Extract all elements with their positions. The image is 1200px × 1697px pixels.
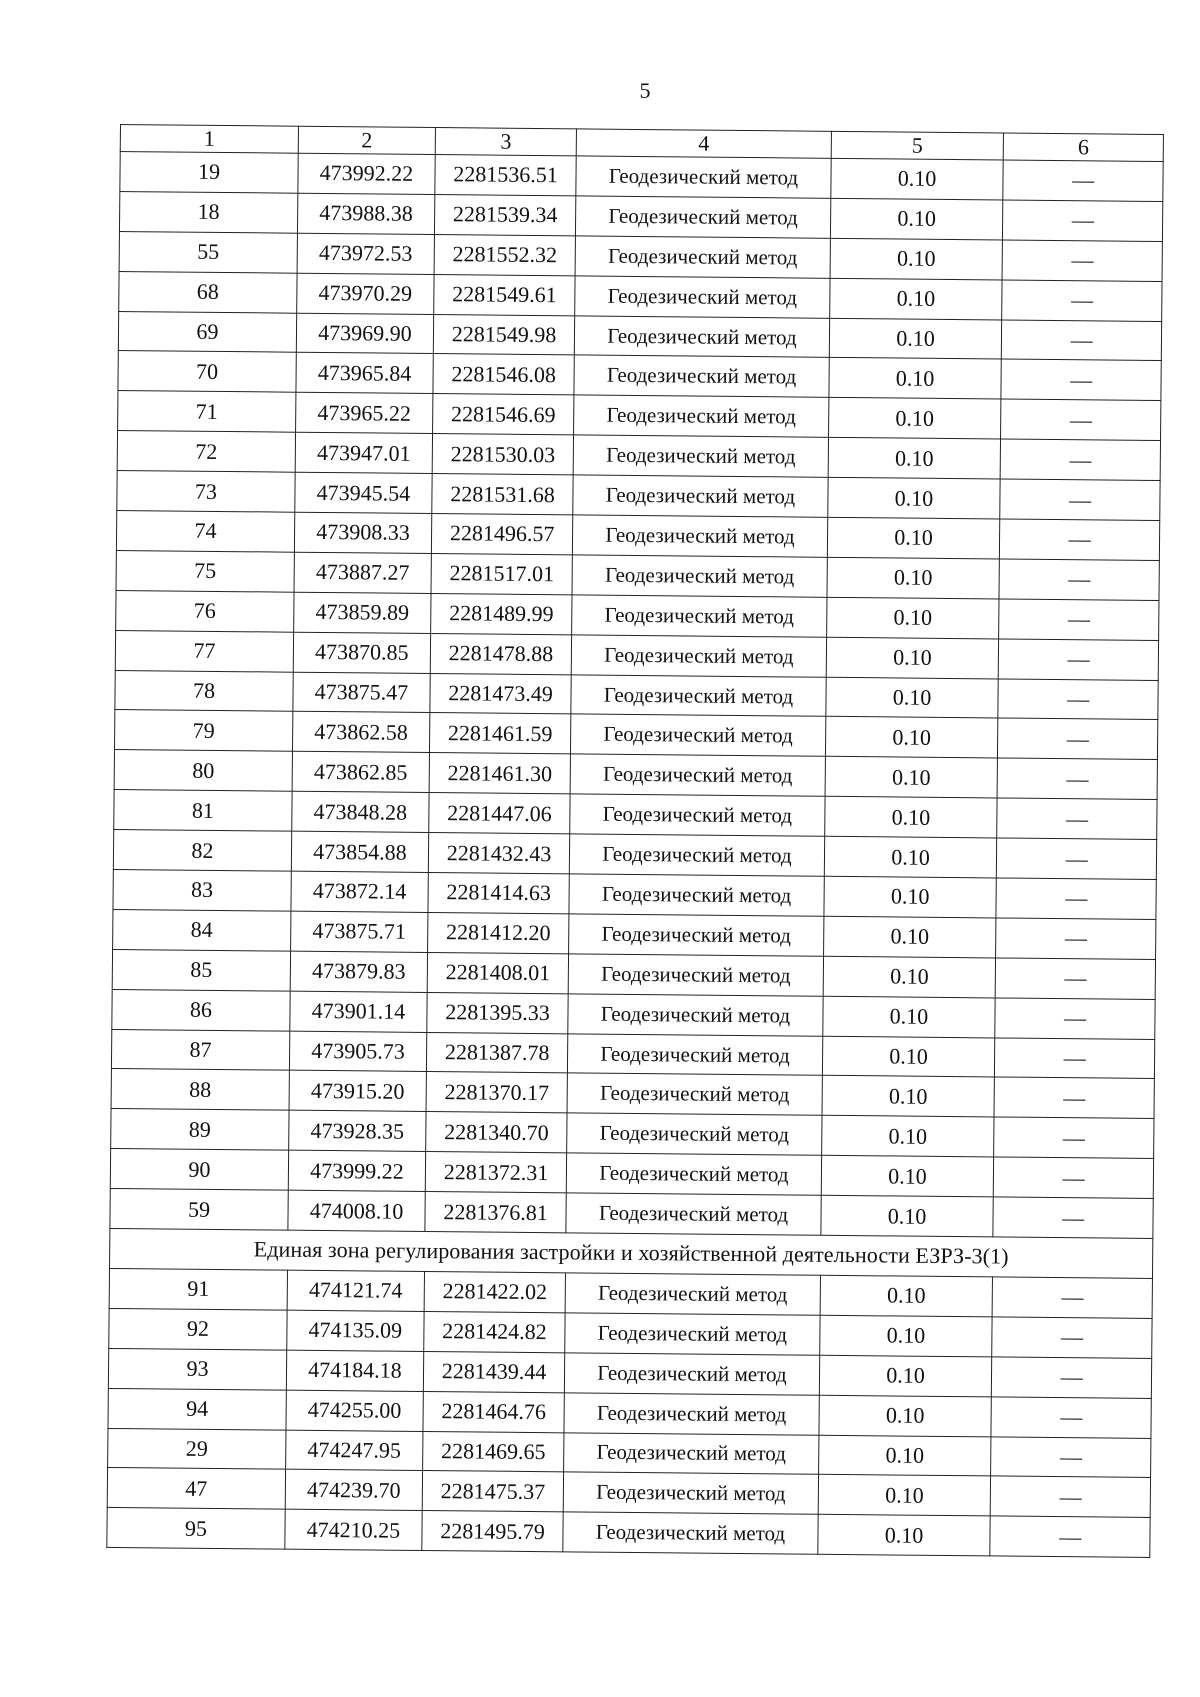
note-cell: — xyxy=(997,758,1157,799)
point-number-cell: 90 xyxy=(110,1149,288,1191)
note-cell: — xyxy=(1003,160,1163,201)
note-cell: — xyxy=(999,639,1159,680)
y-coordinate-cell: 2281395.33 xyxy=(427,992,569,1033)
note-cell: — xyxy=(992,1277,1152,1318)
x-coordinate-cell: 473928.35 xyxy=(289,1111,426,1152)
y-coordinate-cell: 2281546.08 xyxy=(433,354,575,395)
accuracy-cell: 0.10 xyxy=(828,398,1001,440)
accuracy-cell: 0.10 xyxy=(829,278,1002,320)
y-coordinate-cell: 2281496.57 xyxy=(431,514,573,555)
x-coordinate-cell: 474121.74 xyxy=(287,1270,424,1311)
accuracy-cell: 0.10 xyxy=(821,1156,994,1198)
point-number-cell: 72 xyxy=(117,431,295,473)
accuracy-cell: 0.10 xyxy=(830,238,1003,280)
point-number-cell: 55 xyxy=(119,231,297,273)
note-cell: — xyxy=(997,838,1157,879)
note-cell: — xyxy=(998,718,1158,759)
point-number-cell: 68 xyxy=(119,271,297,313)
y-coordinate-cell: 2281432.43 xyxy=(428,833,570,874)
method-cell: Геодезический метод xyxy=(563,1512,818,1554)
note-cell: — xyxy=(994,1157,1154,1198)
y-coordinate-cell: 2281517.01 xyxy=(431,553,573,594)
x-coordinate-cell: 473905.73 xyxy=(289,1031,426,1072)
note-cell: — xyxy=(990,1476,1150,1517)
point-number-cell: 85 xyxy=(112,949,290,991)
coordinates-table-body xyxy=(107,125,1164,1558)
x-coordinate-cell: 473870.85 xyxy=(293,632,430,673)
note-cell: — xyxy=(1001,399,1161,440)
y-coordinate-cell: 2281469.65 xyxy=(423,1431,565,1472)
method-cell: Геодезический метод xyxy=(564,1392,819,1434)
note-cell: — xyxy=(1003,200,1163,241)
note-cell: — xyxy=(994,1117,1154,1158)
y-coordinate-cell: 2281387.78 xyxy=(426,1032,568,1073)
x-coordinate-cell: 473875.47 xyxy=(293,672,430,713)
note-cell: — xyxy=(1000,439,1160,480)
accuracy-cell: 0.10 xyxy=(824,836,997,878)
method-cell: Геодезический метод xyxy=(563,1472,818,1514)
y-coordinate-cell: 2281549.61 xyxy=(434,274,576,315)
point-number-cell: 83 xyxy=(113,870,291,912)
method-cell: Геодезический метод xyxy=(575,315,830,357)
accuracy-cell: 0.10 xyxy=(824,876,997,918)
x-coordinate-cell: 474008.10 xyxy=(288,1190,425,1231)
y-coordinate-cell: 2281370.17 xyxy=(426,1072,568,1113)
note-cell: — xyxy=(994,1077,1154,1118)
point-number-cell: 76 xyxy=(116,590,294,632)
y-coordinate-cell: 2281530.03 xyxy=(432,434,574,475)
note-cell: — xyxy=(999,559,1159,600)
x-coordinate-cell: 473965.22 xyxy=(296,393,433,434)
y-coordinate-cell: 2281464.76 xyxy=(423,1391,565,1432)
note-cell: — xyxy=(998,679,1158,720)
note-cell: — xyxy=(1001,359,1161,400)
x-coordinate-cell: 474247.95 xyxy=(286,1430,423,1471)
method-cell: Геодезический метод xyxy=(573,515,828,557)
method-cell: Геодезический метод xyxy=(568,954,823,996)
point-number-cell: 89 xyxy=(111,1109,289,1151)
point-number-cell: 73 xyxy=(117,471,295,513)
accuracy-cell: 0.10 xyxy=(820,1275,993,1317)
accuracy-cell: 0.10 xyxy=(818,1435,991,1477)
method-cell: Геодезический метод xyxy=(566,1153,821,1195)
y-coordinate-cell: 2281439.44 xyxy=(423,1351,565,1392)
note-cell: — xyxy=(997,798,1157,839)
point-number-cell: 74 xyxy=(116,511,294,553)
accuracy-cell: 0.10 xyxy=(831,158,1004,200)
method-cell: Геодезический метод xyxy=(570,834,825,876)
accuracy-cell: 0.10 xyxy=(822,1076,995,1118)
x-coordinate-cell: 474210.25 xyxy=(285,1509,422,1550)
coordinates-table xyxy=(106,124,1164,1558)
accuracy-cell: 0.10 xyxy=(826,597,999,639)
method-cell: Геодезический метод xyxy=(574,395,829,437)
method-cell: Геодезический метод xyxy=(574,355,829,397)
y-coordinate-cell: 2281376.81 xyxy=(425,1192,567,1233)
method-cell: Геодезический метод xyxy=(566,1193,821,1235)
note-cell: — xyxy=(996,878,1156,919)
x-coordinate-cell: 474239.70 xyxy=(285,1470,422,1511)
point-number-cell: 91 xyxy=(109,1268,287,1310)
x-coordinate-cell: 473947.01 xyxy=(295,432,432,473)
method-cell: Геодезический метод xyxy=(570,754,825,796)
note-cell: — xyxy=(991,1397,1151,1438)
y-coordinate-cell: 2281447.06 xyxy=(429,793,571,834)
accuracy-cell: 0.10 xyxy=(827,517,1000,559)
note-cell: — xyxy=(996,918,1156,959)
point-number-cell: 95 xyxy=(107,1508,285,1550)
x-coordinate-cell: 473875.71 xyxy=(291,911,428,952)
point-number-cell: 77 xyxy=(115,630,293,672)
y-coordinate-cell: 2281412.20 xyxy=(427,912,569,953)
point-number-cell: 59 xyxy=(110,1189,288,1231)
accuracy-cell: 0.10 xyxy=(826,637,999,679)
header-cell: 4 xyxy=(576,129,831,158)
x-coordinate-cell: 473848.28 xyxy=(292,791,429,832)
point-number-cell: 18 xyxy=(119,191,297,233)
method-cell: Геодезический метод xyxy=(571,714,826,756)
y-coordinate-cell: 2281552.32 xyxy=(434,234,576,275)
y-coordinate-cell: 2281424.82 xyxy=(424,1311,566,1352)
method-cell: Геодезический метод xyxy=(576,196,831,238)
point-number-cell: 19 xyxy=(120,152,298,194)
y-coordinate-cell: 2281475.37 xyxy=(422,1471,564,1512)
y-coordinate-cell: 2281495.79 xyxy=(422,1511,564,1552)
accuracy-cell: 0.10 xyxy=(829,318,1002,360)
point-number-cell: 92 xyxy=(109,1308,287,1350)
point-number-cell: 75 xyxy=(116,550,294,592)
point-number-cell: 29 xyxy=(108,1428,286,1470)
method-cell: Геодезический метод xyxy=(573,475,828,517)
note-cell: — xyxy=(1000,519,1160,560)
accuracy-cell: 0.10 xyxy=(829,358,1002,400)
x-coordinate-cell: 473859.89 xyxy=(294,592,431,633)
accuracy-cell: 0.10 xyxy=(825,757,998,799)
note-cell: — xyxy=(1002,240,1162,281)
method-cell: Геодезический метод xyxy=(575,276,830,318)
y-coordinate-cell: 2281489.99 xyxy=(431,593,573,634)
method-cell: Геодезический метод xyxy=(569,874,824,916)
x-coordinate-cell: 473887.27 xyxy=(294,552,431,593)
y-coordinate-cell: 2281408.01 xyxy=(427,952,569,993)
header-cell: 3 xyxy=(435,128,577,156)
point-number-cell: 80 xyxy=(114,750,292,792)
accuracy-cell: 0.10 xyxy=(828,438,1001,480)
point-number-cell: 69 xyxy=(118,311,296,353)
x-coordinate-cell: 473999.22 xyxy=(288,1150,425,1191)
y-coordinate-cell: 2281549.98 xyxy=(433,314,575,355)
accuracy-cell: 0.10 xyxy=(823,956,996,998)
method-cell: Геодезический метод xyxy=(567,1113,822,1155)
method-cell: Геодезический метод xyxy=(570,794,825,836)
point-number-cell: 86 xyxy=(112,989,290,1031)
method-cell: Геодезический метод xyxy=(564,1432,819,1474)
accuracy-cell: 0.10 xyxy=(825,717,998,759)
method-cell: Геодезический метод xyxy=(573,435,828,477)
accuracy-cell: 0.10 xyxy=(824,797,997,839)
note-cell: — xyxy=(992,1317,1152,1358)
method-cell: Геодезический метод xyxy=(571,635,826,677)
accuracy-cell: 0.10 xyxy=(821,1195,994,1237)
x-coordinate-cell: 473988.38 xyxy=(297,193,434,234)
y-coordinate-cell: 2281536.51 xyxy=(435,155,577,196)
method-cell: Геодезический метод xyxy=(567,1073,822,1115)
accuracy-cell: 0.10 xyxy=(819,1395,992,1437)
point-number-cell: 78 xyxy=(115,670,293,712)
header-cell: 6 xyxy=(1004,133,1164,162)
point-number-cell: 82 xyxy=(113,830,291,872)
accuracy-cell: 0.10 xyxy=(828,477,1001,519)
accuracy-cell: 0.10 xyxy=(822,1036,995,1078)
y-coordinate-cell: 2281461.30 xyxy=(429,753,571,794)
y-coordinate-cell: 2281422.02 xyxy=(424,1271,566,1312)
x-coordinate-cell: 473908.33 xyxy=(294,512,431,553)
x-coordinate-cell: 473872.14 xyxy=(291,871,428,912)
x-coordinate-cell: 473992.22 xyxy=(298,153,435,194)
point-number-cell: 94 xyxy=(108,1388,286,1430)
note-cell: — xyxy=(1002,320,1162,361)
x-coordinate-cell: 474255.00 xyxy=(286,1390,423,1431)
note-cell: — xyxy=(995,998,1155,1039)
point-number-cell: 71 xyxy=(118,391,296,433)
accuracy-cell: 0.10 xyxy=(818,1475,991,1517)
note-cell: — xyxy=(1000,479,1160,520)
note-cell: — xyxy=(1002,280,1162,321)
note-cell: — xyxy=(999,599,1159,640)
point-number-cell: 70 xyxy=(118,351,296,393)
x-coordinate-cell: 473972.53 xyxy=(297,233,434,274)
method-cell: Геодезический метод xyxy=(565,1273,820,1315)
method-cell: Геодезический метод xyxy=(565,1313,820,1355)
x-coordinate-cell: 473970.29 xyxy=(297,273,434,314)
x-coordinate-cell: 473862.85 xyxy=(292,752,429,793)
accuracy-cell: 0.10 xyxy=(827,557,1000,599)
note-cell: — xyxy=(991,1436,1151,1477)
accuracy-cell: 0.10 xyxy=(821,1116,994,1158)
y-coordinate-cell: 2281546.69 xyxy=(432,394,574,435)
note-cell: — xyxy=(993,1197,1153,1238)
header-cell: 1 xyxy=(120,125,298,154)
method-cell: Геодезический метод xyxy=(568,1033,823,1075)
point-number-cell: 88 xyxy=(111,1069,289,1111)
section-title: Единая зона регулирования застройки и хозяйственной деятельности ЕЗРЗ-3(1) xyxy=(110,1229,1153,1279)
x-coordinate-cell: 473901.14 xyxy=(290,991,427,1032)
point-number-cell: 93 xyxy=(108,1348,286,1390)
page-number: 5 xyxy=(639,78,651,103)
x-coordinate-cell: 473879.83 xyxy=(290,951,427,992)
y-coordinate-cell: 2281340.70 xyxy=(426,1112,568,1153)
y-coordinate-cell: 2281531.68 xyxy=(432,474,574,515)
accuracy-cell: 0.10 xyxy=(818,1515,991,1557)
note-cell: — xyxy=(995,958,1155,999)
point-number-cell: 79 xyxy=(114,710,292,752)
x-coordinate-cell: 474135.09 xyxy=(287,1310,424,1351)
x-coordinate-cell: 474184.18 xyxy=(286,1350,423,1391)
y-coordinate-cell: 2281372.31 xyxy=(425,1152,567,1193)
method-cell: Геодезический метод xyxy=(569,914,824,956)
point-number-cell: 87 xyxy=(111,1029,289,1071)
method-cell: Геодезический метод xyxy=(572,555,827,597)
x-coordinate-cell: 473915.20 xyxy=(289,1071,426,1112)
point-number-cell: 84 xyxy=(113,909,291,951)
y-coordinate-cell: 2281414.63 xyxy=(428,873,570,914)
method-cell: Геодезический метод xyxy=(576,156,831,198)
y-coordinate-cell: 2281461.59 xyxy=(429,713,571,754)
accuracy-cell: 0.10 xyxy=(819,1355,992,1397)
x-coordinate-cell: 473969.90 xyxy=(296,313,433,354)
accuracy-cell: 0.10 xyxy=(823,996,996,1038)
x-coordinate-cell: 473854.88 xyxy=(291,831,428,872)
x-coordinate-cell: 473945.54 xyxy=(295,472,432,513)
method-cell: Геодезический метод xyxy=(565,1353,820,1395)
accuracy-cell: 0.10 xyxy=(830,198,1003,240)
y-coordinate-cell: 2281539.34 xyxy=(434,194,576,235)
note-cell: — xyxy=(995,1038,1155,1079)
header-cell: 2 xyxy=(298,126,435,154)
header-cell: 5 xyxy=(831,131,1004,160)
method-cell: Геодезический метод xyxy=(572,595,827,637)
point-number-cell: 47 xyxy=(107,1468,285,1510)
y-coordinate-cell: 2281473.49 xyxy=(430,673,572,714)
x-coordinate-cell: 473965.84 xyxy=(296,353,433,394)
note-cell: — xyxy=(992,1357,1152,1398)
method-cell: Геодезический метод xyxy=(571,674,826,716)
accuracy-cell: 0.10 xyxy=(819,1315,992,1357)
accuracy-cell: 0.10 xyxy=(823,916,996,958)
method-cell: Геодезический метод xyxy=(568,994,823,1036)
method-cell: Геодезический метод xyxy=(575,236,830,278)
accuracy-cell: 0.10 xyxy=(826,677,999,719)
x-coordinate-cell: 473862.58 xyxy=(292,712,429,753)
point-number-cell: 81 xyxy=(114,790,292,832)
y-coordinate-cell: 2281478.88 xyxy=(430,633,572,674)
note-cell: — xyxy=(990,1516,1150,1557)
